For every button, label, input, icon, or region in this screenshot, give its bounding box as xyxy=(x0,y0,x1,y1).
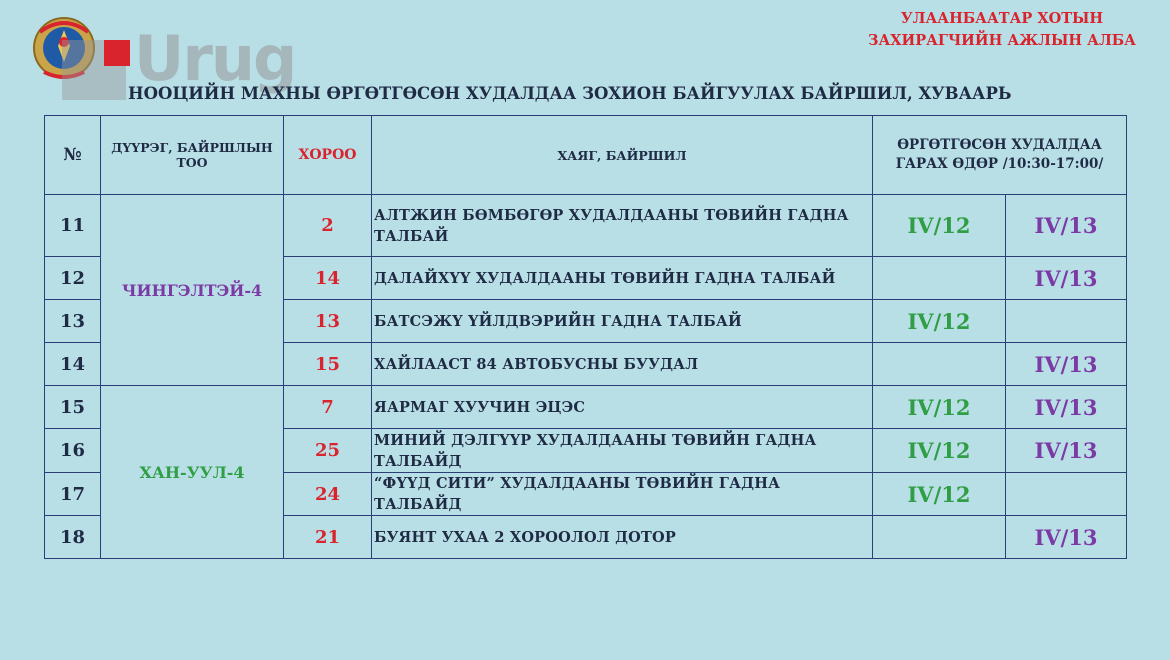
date-iv12-cell: IV/12 xyxy=(873,473,1006,516)
date-iv12-cell xyxy=(873,343,1006,386)
date-iv12-cell xyxy=(873,257,1006,300)
date-iv12-cell: IV/12 xyxy=(873,429,1006,473)
address-cell: ЯАРМАГ ХУУЧИН ЭЦЭС xyxy=(372,386,873,429)
district-khan-uul: ХАН-УУЛ-4 xyxy=(101,386,284,559)
khoroo-cell: 24 xyxy=(284,473,372,516)
address-cell: БАТСЭЖҮ ҮЙЛДВЭРИЙН ГАДНА ТАЛБАЙ xyxy=(372,300,873,343)
row-number: 14 xyxy=(45,343,101,386)
date-iv13-cell: IV/13 xyxy=(1006,195,1127,257)
row-number: 13 xyxy=(45,300,101,343)
row-number: 11 xyxy=(45,195,101,257)
table-row xyxy=(45,195,1127,257)
office-line-1: УЛААНБААТАР ХОТЫН xyxy=(900,10,1104,27)
address-cell: БУЯНТ УХАА 2 ХОРООЛОЛ ДОТОР xyxy=(372,516,873,559)
khoroo-cell: 13 xyxy=(284,300,372,343)
col-header-khoroo: ХОРОО xyxy=(284,116,372,195)
col-header-district: ДҮҮРЭГ, БАЙРШЛЫН ТОО xyxy=(101,116,284,195)
address-cell: ХАЙЛААСТ 84 АВТОБУСНЫ БУУДАЛ xyxy=(372,343,873,386)
date-iv12-cell: IV/12 xyxy=(873,300,1006,343)
row-number: 12 xyxy=(45,257,101,300)
office-name xyxy=(852,8,1152,52)
address-cell: МИНИЙ ДЭЛГҮҮР ХУДАЛДААНЫ ТӨВИЙН ГАДНА ТАЛБАЙД xyxy=(372,429,873,473)
date-iv13-cell xyxy=(1006,473,1127,516)
khoroo-cell: 14 xyxy=(284,257,372,300)
date-iv12-cell: IV/12 xyxy=(873,195,1006,257)
date-iv13-cell: IV/13 xyxy=(1006,516,1127,559)
date-iv12-cell: IV/12 xyxy=(873,386,1006,429)
district-chingeltei: ЧИНГЭЛТЭЙ-4 xyxy=(101,195,284,386)
khoroo-cell: 21 xyxy=(284,516,372,559)
address-cell: АЛТЖИН БӨМБӨГӨР ХУДАЛДААНЫ ТӨВИЙН ГАДНА ТАЛБАЙ xyxy=(372,195,873,257)
date-iv13-cell xyxy=(1006,300,1127,343)
khoroo-cell: 7 xyxy=(284,386,372,429)
date-iv12-cell xyxy=(873,516,1006,559)
date-iv13-cell: IV/13 xyxy=(1006,429,1127,473)
table-row xyxy=(45,386,1127,429)
col-header-num: № xyxy=(45,116,101,195)
address-cell: “ФҮҮД СИТИ” ХУДАЛДААНЫ ТӨВИЙН ГАДНА ТАЛБАЙД xyxy=(372,473,873,516)
col-header-address: ХАЯГ, БАЙРШИЛ xyxy=(372,116,873,195)
office-line-2: ЗАХИРАГЧИЙН АЖЛЫН АЛБА xyxy=(868,32,1136,49)
row-number: 16 xyxy=(45,429,101,473)
khoroo-cell: 2 xyxy=(284,195,372,257)
watermark-logo-text: Urug xyxy=(134,22,296,95)
khoroo-cell: 15 xyxy=(284,343,372,386)
date-iv13-cell: IV/13 xyxy=(1006,343,1127,386)
date-iv13-cell: IV/13 xyxy=(1006,386,1127,429)
address-cell: ДАЛАЙХҮҮ ХУДАЛДААНЫ ТӨВИЙН ГАДНА ТАЛБАЙ xyxy=(372,257,873,300)
row-number: 18 xyxy=(45,516,101,559)
page-title: НООЦИЙН МАХНЫ ӨРГӨТГӨСӨН ХУДАЛДАА ЗОХИОН БАЙГУУЛАХ БАЙРШИЛ, ХУВААРЬ xyxy=(128,84,1012,103)
table-header-row xyxy=(45,116,1127,195)
row-number: 15 xyxy=(45,386,101,429)
khoroo-cell: 25 xyxy=(284,429,372,473)
date-iv13-cell: IV/13 xyxy=(1006,257,1127,300)
schedule-table xyxy=(44,115,1127,559)
row-number: 17 xyxy=(45,473,101,516)
col-header-schedule: ӨРГӨТГӨСӨН ХУДАЛДАА ГАРАХ ӨДӨР /10:30-17:00/ xyxy=(873,116,1127,195)
